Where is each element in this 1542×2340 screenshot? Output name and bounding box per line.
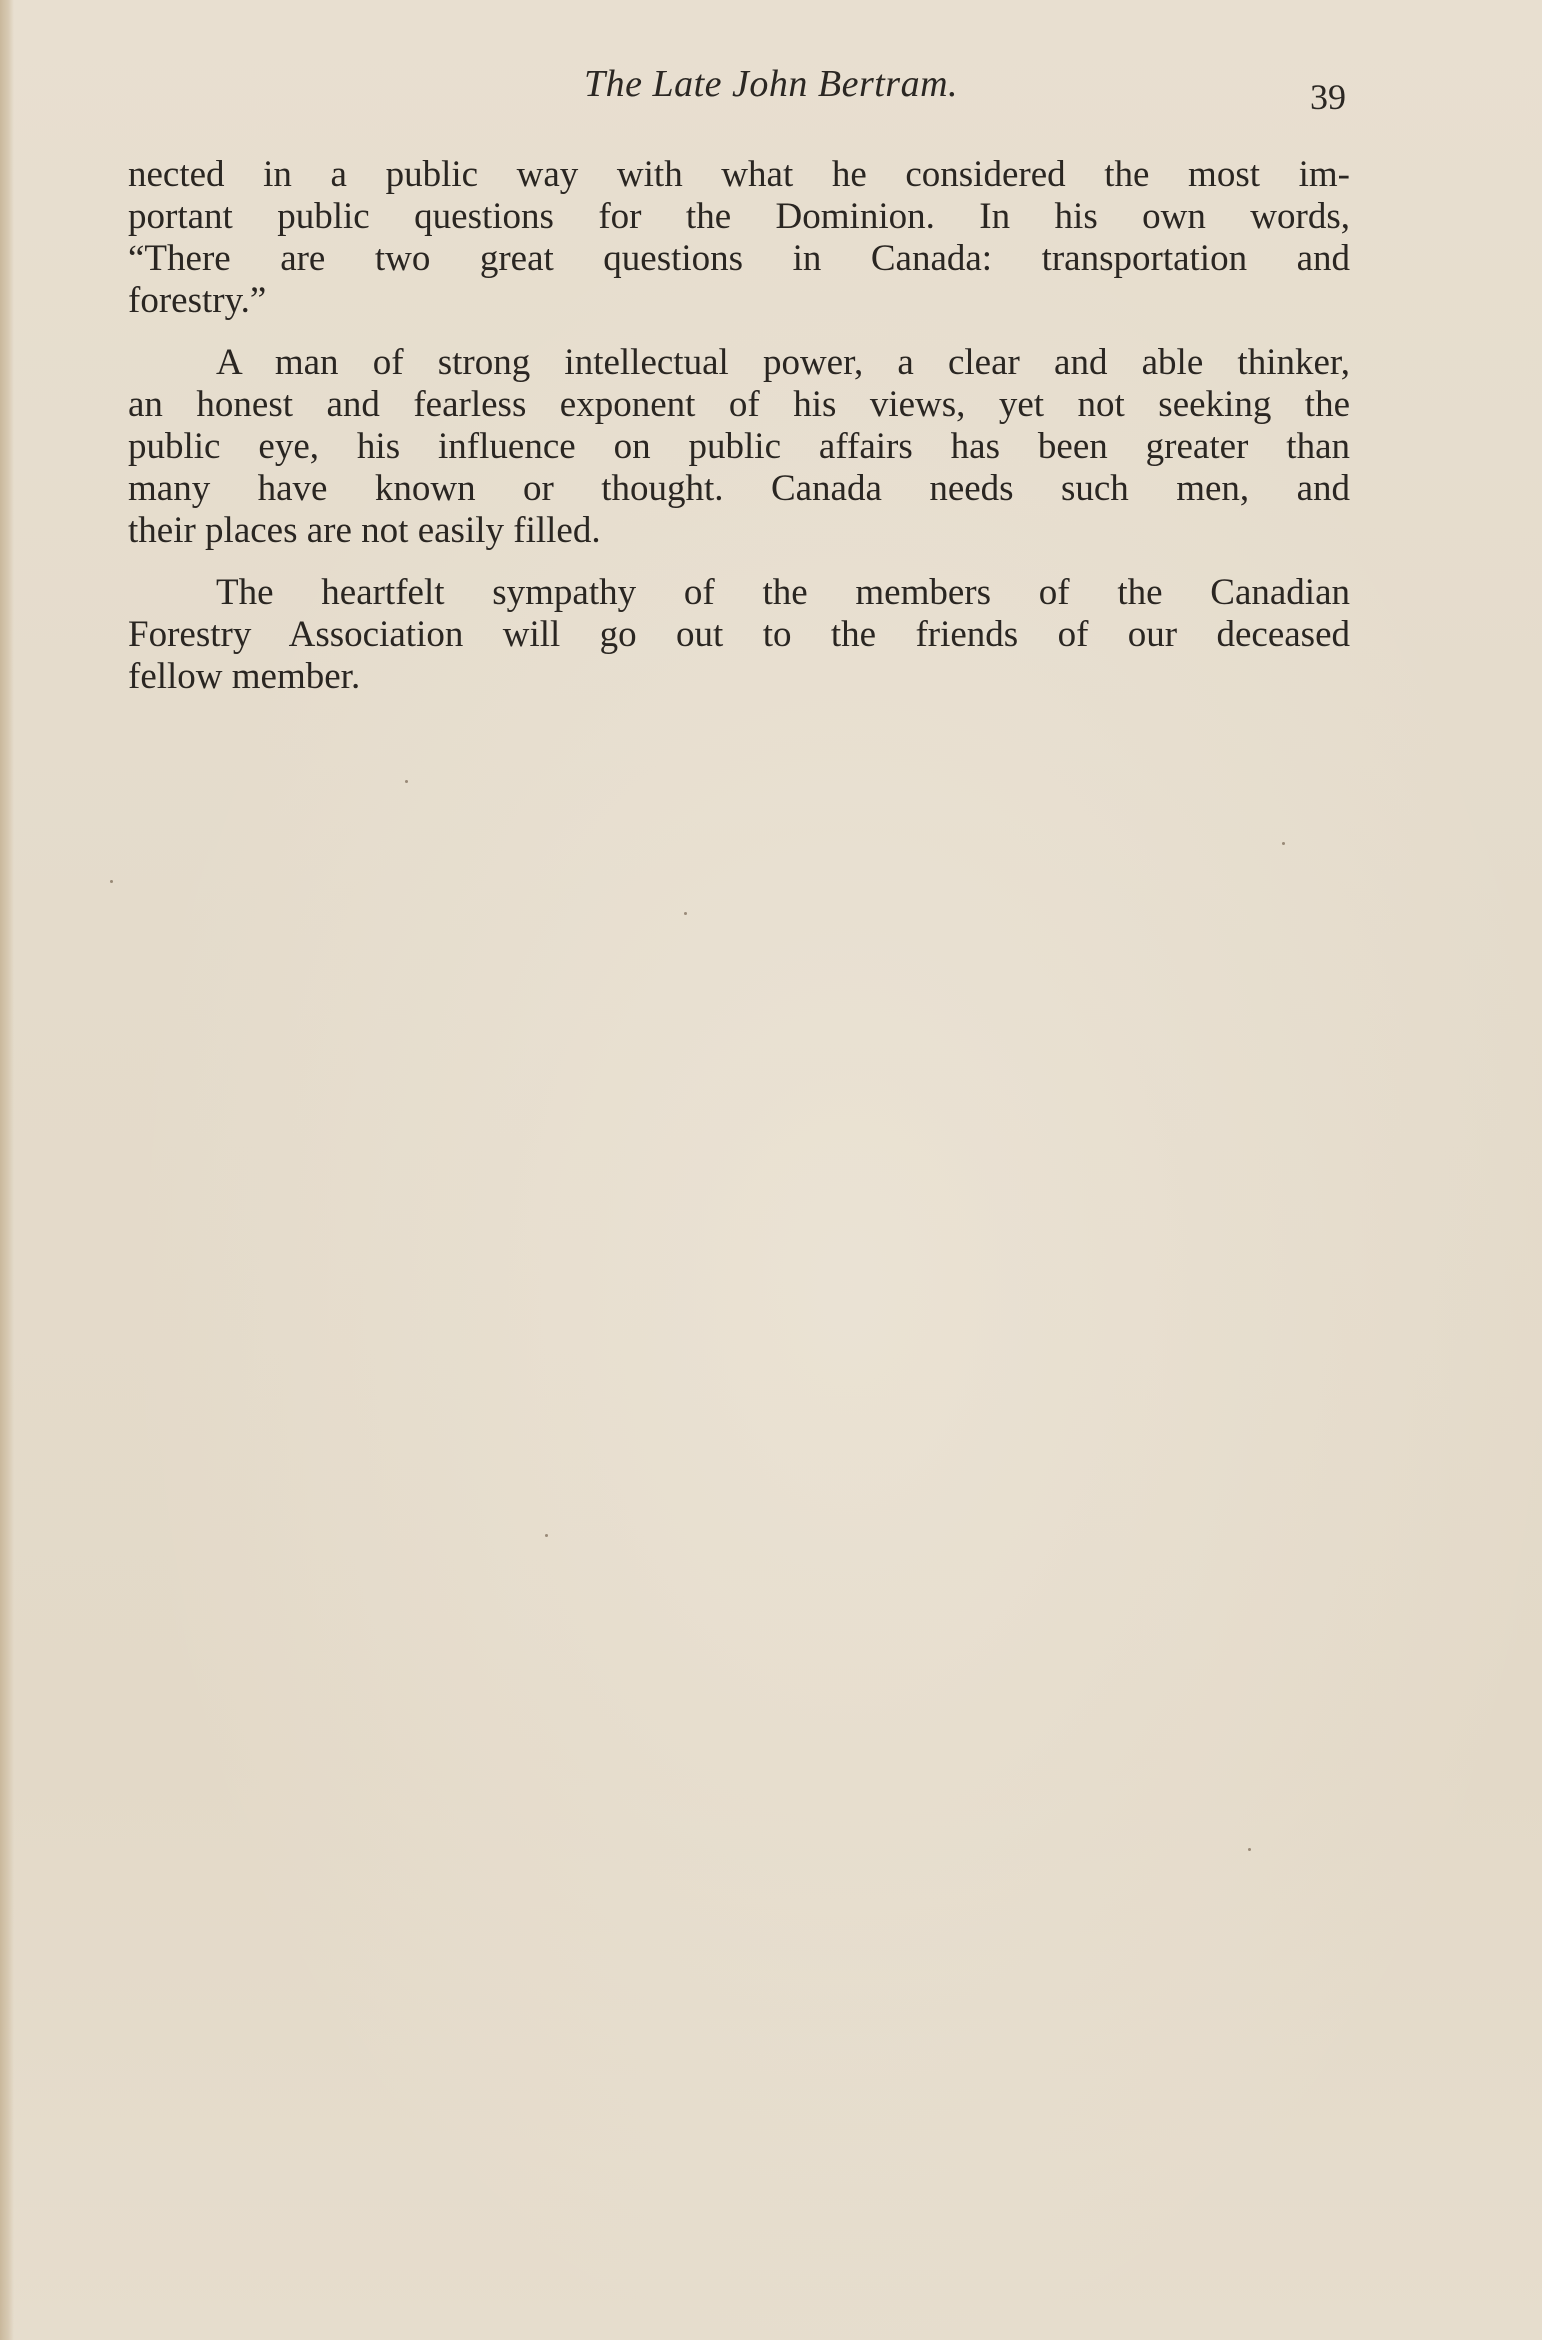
text-line: many have known or thought. Canada needs such men, and <box>128 468 1350 509</box>
text-line: public eye, his influence on public affairs has been greater than <box>128 426 1350 467</box>
paper-speck <box>1282 842 1285 845</box>
paper-speck <box>684 912 687 915</box>
paragraph-1 <box>128 154 1350 322</box>
text-line: A man of strong intellectual power, a clear and able thinker, <box>216 342 1350 383</box>
paragraph-3 <box>128 572 1350 698</box>
paper-speck <box>110 880 113 883</box>
text-line: their places are not easily filled. <box>128 510 601 551</box>
paper-speck <box>1248 1848 1251 1851</box>
text-line: nected in a public way with what he considered the most im- <box>128 154 1350 195</box>
paper-speck <box>405 780 408 783</box>
page-number: 39 <box>1310 77 1346 117</box>
running-head <box>0 62 1542 117</box>
paragraph-2 <box>128 342 1350 552</box>
text-line: Forestry Association will go out to the friends of our deceased <box>128 614 1350 655</box>
text-line: The heartfelt sympathy of the members of the Canadian <box>216 572 1350 613</box>
text-line: an honest and fearless exponent of his views, yet not seeking the <box>128 384 1350 425</box>
text-line: “There are two great questions in Canada: transportation and <box>128 238 1350 279</box>
text-line: fellow member. <box>128 656 361 697</box>
text-line: portant public questions for the Dominion. In his own words, <box>128 196 1350 237</box>
body-text <box>128 154 1350 698</box>
text-line: forestry.” <box>128 280 267 321</box>
running-title: The Late John Bertram. <box>583 63 959 105</box>
paper-speck <box>545 1534 548 1537</box>
page-spine-edge <box>0 0 14 2340</box>
